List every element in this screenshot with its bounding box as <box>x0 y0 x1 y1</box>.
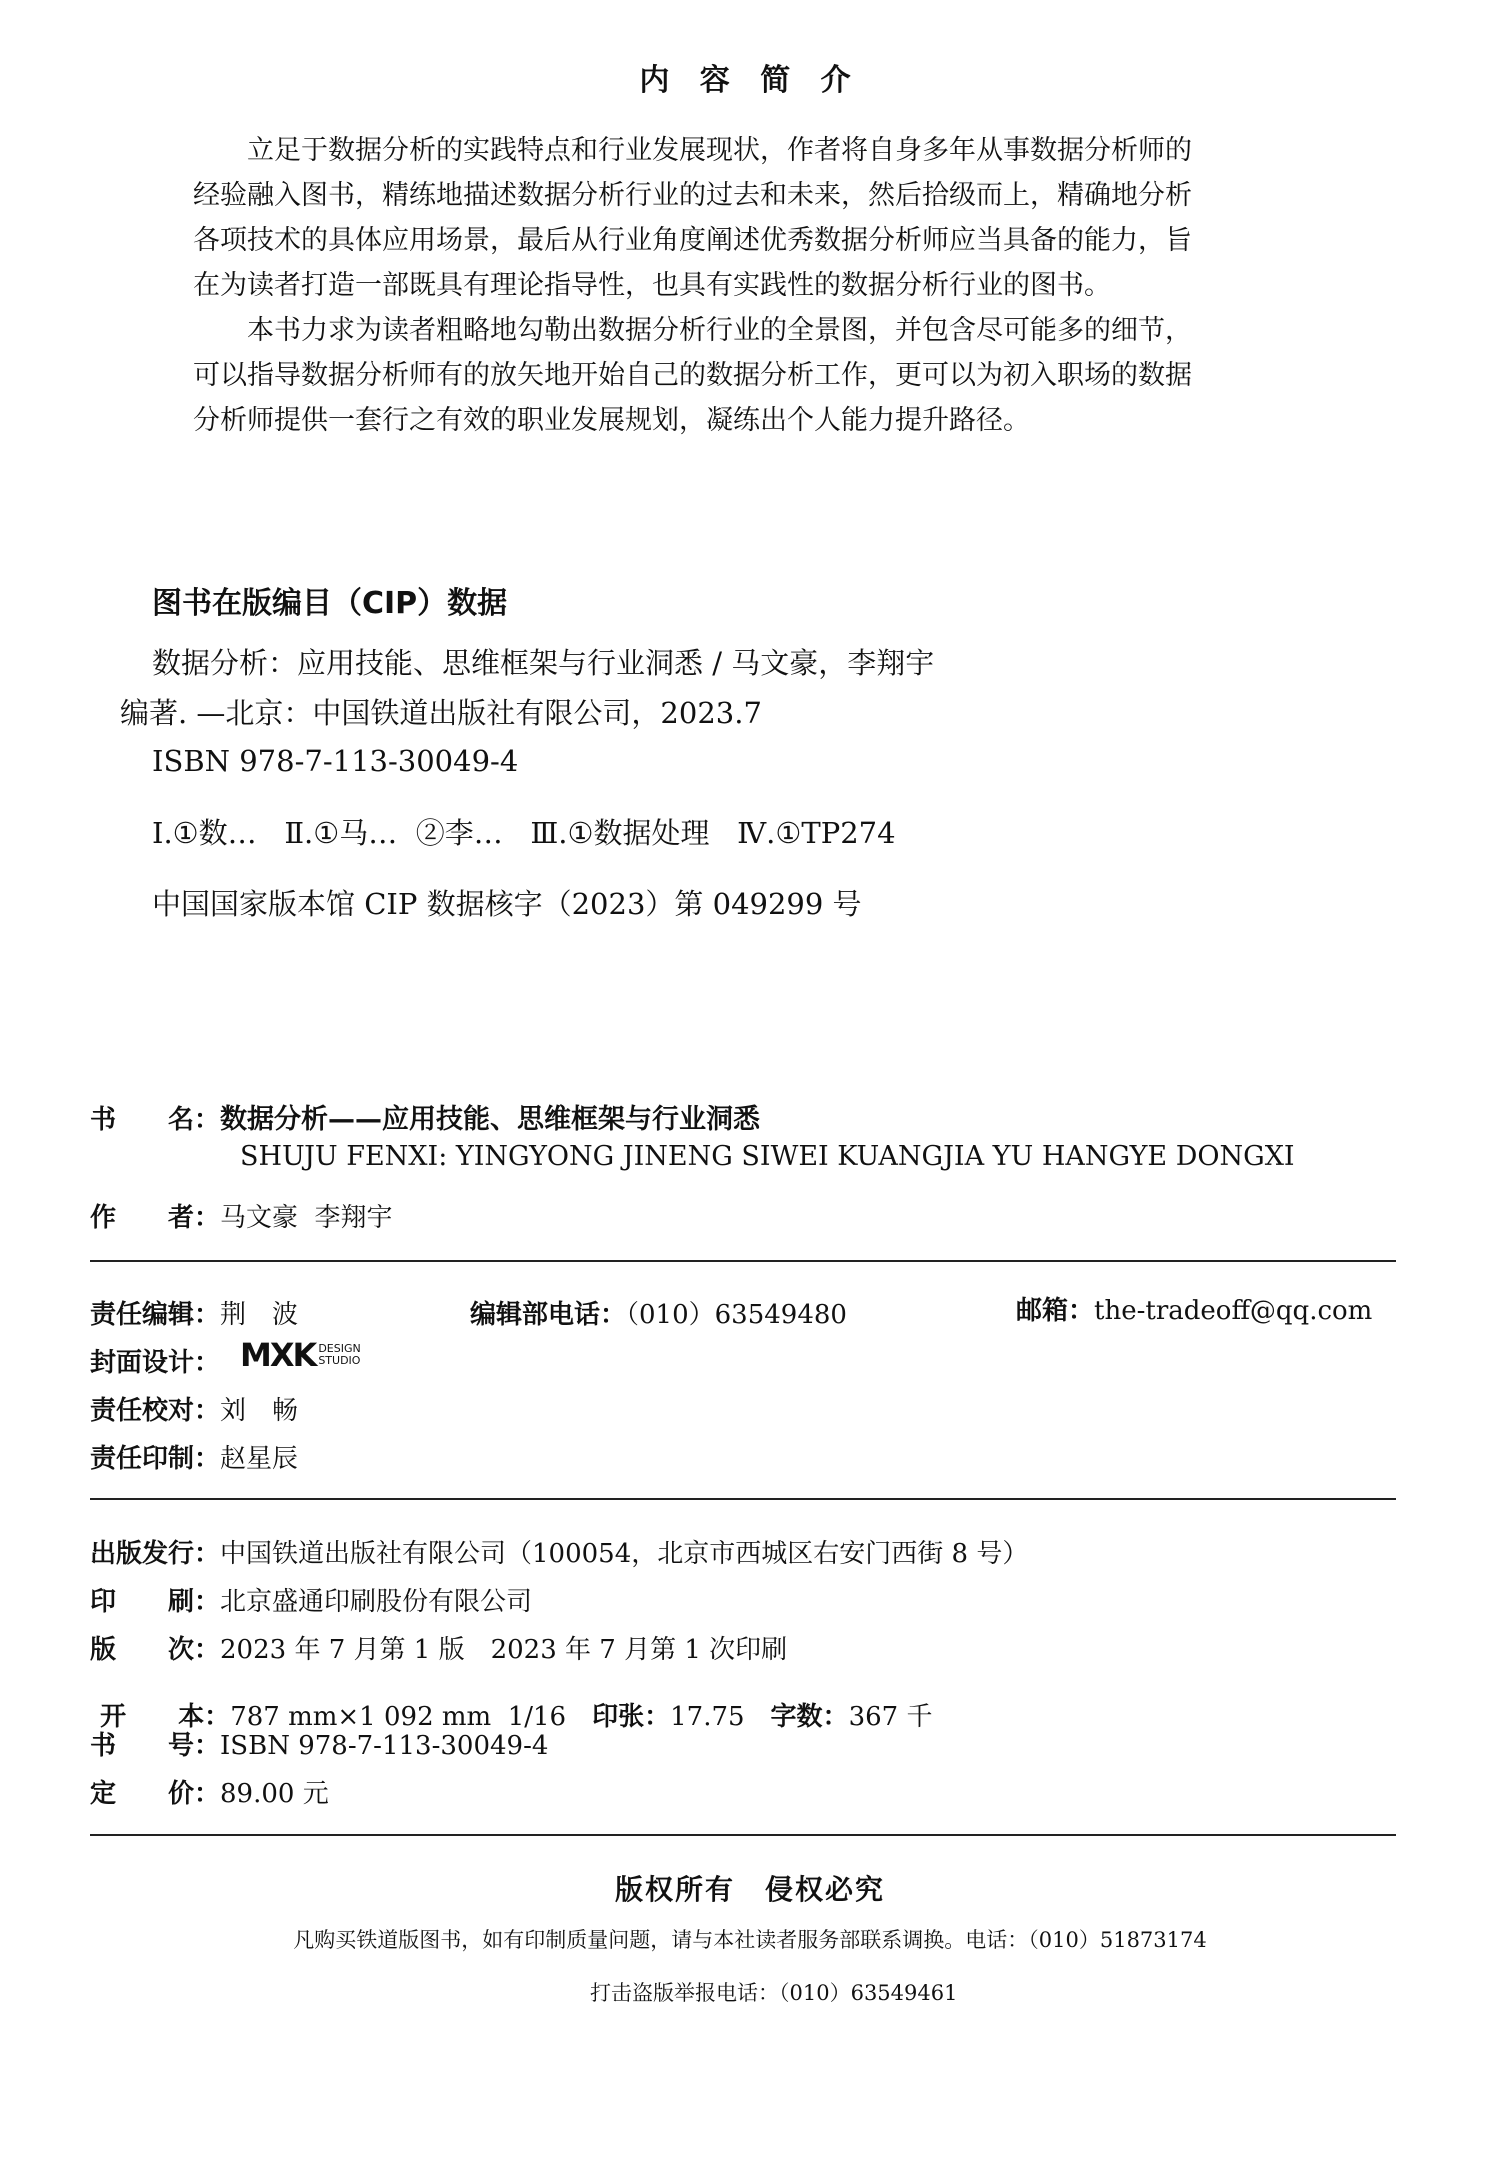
editor-label: 责任编辑： <box>90 1300 221 1330</box>
logo-sub-line: DESIGN <box>318 1342 361 1355</box>
sheets: 17.75 <box>670 1702 771 1732</box>
summary-line: 本书力求为读者粗略地勾勒出数据分析行业的全景图，并包含尽可能多的细节， <box>247 315 1192 346</box>
email: the-tradeoff@qq.com <box>1094 1296 1373 1326</box>
cip-heading: 图书在版编目（CIP）数据 <box>152 586 508 621</box>
author-label: 作 者： <box>90 1203 221 1233</box>
printer-label: 印 刷： <box>90 1587 221 1617</box>
summary-line: 各项技术的具体应用场景，最后从行业角度阐述优秀数据分析师应当具备的能力，旨 <box>193 225 1192 256</box>
words-label: 字数： <box>770 1702 849 1732</box>
edition-label: 版 次： <box>90 1635 221 1665</box>
summary-line: 可以指导数据分析师有的放矢地开始自己的数据分析工作，更可以为初入职场的数据 <box>193 360 1192 391</box>
copyright-notice: 版权所有 侵权必究 <box>614 1873 885 1906</box>
mxk-design-studio-logo <box>240 1336 361 1374</box>
phone-label: 编辑部电话： <box>470 1300 627 1330</box>
print-responsible: 赵星辰 <box>220 1444 299 1474</box>
phone: （010）63549480 <box>626 1300 847 1330</box>
piracy-hotline: 打击盗版举报电话：（010）63549461 <box>590 1981 958 2005</box>
format-label: 开 本： <box>100 1702 231 1732</box>
quality-notice: 凡购买铁道版图书，如有印制质量问题，请与本社读者服务部联系调换。电话：（010）51873174 <box>293 1928 1207 1952</box>
cip-line: 数据分析：应用技能、思维框架与行业洞悉 / 马文豪，李翔宇 <box>152 646 935 680</box>
cover-label: 封面设计： <box>90 1348 221 1378</box>
cip-record: 中国国家版本馆 CIP 数据核字（2023）第 049299 号 <box>152 887 862 921</box>
publisher-label: 出版发行： <box>90 1539 221 1569</box>
divider <box>90 1834 1396 1836</box>
price-label: 定 价： <box>90 1779 221 1809</box>
summary-title: 内 容 简 介 <box>639 63 861 98</box>
logo-subtext <box>318 1343 360 1367</box>
printer: 北京盛通印刷股份有限公司 <box>220 1587 533 1617</box>
book-pinyin: SHUJU FENXI: YINGYONG JINENG SIWEI KUANGJIA YU HANGYE DONGXI <box>240 1141 1295 1172</box>
isbn-label: 书 号： <box>90 1731 221 1761</box>
email-label: 邮箱： <box>1016 1296 1095 1326</box>
summary-line: 在为读者打造一部既具有理论指导性，也具有实践性的数据分析行业的图书。 <box>193 270 1111 301</box>
words: 367 千 <box>848 1702 933 1732</box>
editor: 荆 波 <box>220 1300 299 1330</box>
proofreader: 刘 畅 <box>220 1396 299 1426</box>
sheets-label: 印张： <box>592 1702 671 1732</box>
print-resp-label: 责任印制： <box>90 1444 221 1474</box>
format: 787 mm×1 092 mm 1/16 <box>230 1702 593 1732</box>
divider <box>90 1498 1396 1500</box>
summary-line: 分析师提供一套行之有效的职业发展规划，凝练出个人能力提升路径。 <box>193 405 1030 436</box>
summary-line: 经验融入图书，精练地描述数据分析行业的过去和未来，然后拾级而上，精确地分析 <box>193 180 1192 211</box>
isbn: ISBN 978-7-113-30049-4 <box>220 1731 549 1761</box>
summary-line: 立足于数据分析的实践特点和行业发展现状，作者将自身多年从事数据分析师的 <box>247 135 1192 166</box>
divider <box>90 1260 1396 1262</box>
logo-sub-line: STUDIO <box>318 1354 361 1367</box>
cip-classification: Ⅰ.①数… Ⅱ.①马… ②李… Ⅲ.①数据处理 Ⅳ.①TP274 <box>152 816 896 850</box>
price: 89.00 元 <box>220 1779 329 1809</box>
authors: 马文豪 李翔宇 <box>220 1203 393 1233</box>
edition: 2023 年 7 月第 1 版 2023 年 7 月第 1 次印刷 <box>220 1635 788 1665</box>
cip-line: 编著. —北京：中国铁道出版社有限公司，2023.7 <box>120 696 762 730</box>
logo-mark: MXK <box>240 1336 316 1374</box>
cip-isbn: ISBN 978-7-113-30049-4 <box>152 744 519 778</box>
publisher: 中国铁道出版社有限公司（100054，北京市西城区右安门西街 8 号） <box>220 1539 1029 1569</box>
book-name-label: 书 名： <box>90 1105 221 1135</box>
book-name: 数据分析——应用技能、思维框架与行业洞悉 <box>220 1104 761 1135</box>
proof-label: 责任校对： <box>90 1396 221 1426</box>
